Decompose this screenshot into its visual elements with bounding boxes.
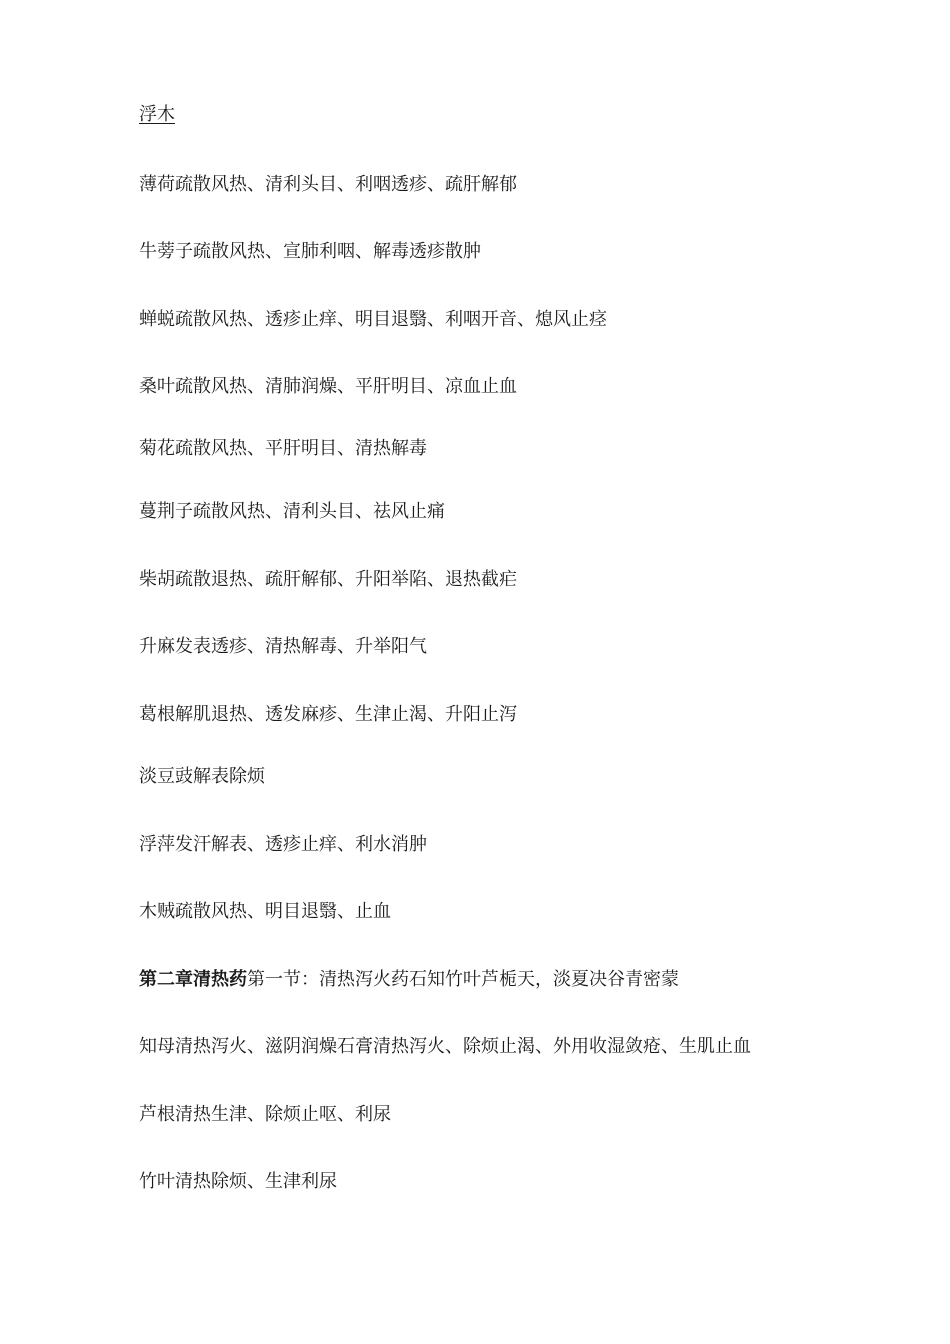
herb-line: 葛根解肌退热、透发麻疹、生津止渴、升阳止泻 xyxy=(139,704,517,725)
section-heading: 浮木 xyxy=(139,104,175,125)
chapter-title: 第二章清热药 xyxy=(139,969,247,990)
herb-line: 薄荷疏散风热、清利头目、利咽透疹、疏肝解郁 xyxy=(139,174,517,195)
herb-line: 淡豆豉解表除烦 xyxy=(139,766,265,787)
herb-line: 浮萍发汗解表、透疹止痒、利水消肿 xyxy=(139,834,427,855)
herb-line: 蝉蜕疏散风热、透疹止痒、明目退翳、利咽开音、熄风止痉 xyxy=(139,309,607,330)
herb-line: 竹叶清热除烦、生津利尿 xyxy=(139,1171,337,1192)
herb-line: 桑叶疏散风热、清肺润燥、平肝明目、凉血止血 xyxy=(139,376,517,397)
chapter-line xyxy=(139,968,679,992)
herb-line: 菊花疏散风热、平肝明目、清热解毒 xyxy=(139,438,427,459)
herb-line: 柴胡疏散退热、疏肝解郁、升阳举陷、退热截疟 xyxy=(139,569,517,590)
herb-line: 蔓荆子疏散风热、清利头目、祛风止痛 xyxy=(139,501,445,522)
chapter-section-text: 第一节：清热泻火药石知竹叶芦栀天，淡夏决谷青密蒙 xyxy=(247,969,679,990)
herb-line: 木贼疏散风热、明目退翳、止血 xyxy=(139,901,391,922)
herb-line: 芦根清热生津、除烦止呕、利尿 xyxy=(139,1104,391,1125)
herb-line: 升麻发表透疹、清热解毒、升举阳气 xyxy=(139,636,427,657)
herb-line: 牛蒡子疏散风热、宣肺利咽、解毒透疹散肿 xyxy=(139,241,481,262)
herb-line: 知母清热泻火、滋阴润燥石膏清热泻火、除烦止渴、外用收湿敛疮、生肌止血 xyxy=(139,1036,751,1057)
